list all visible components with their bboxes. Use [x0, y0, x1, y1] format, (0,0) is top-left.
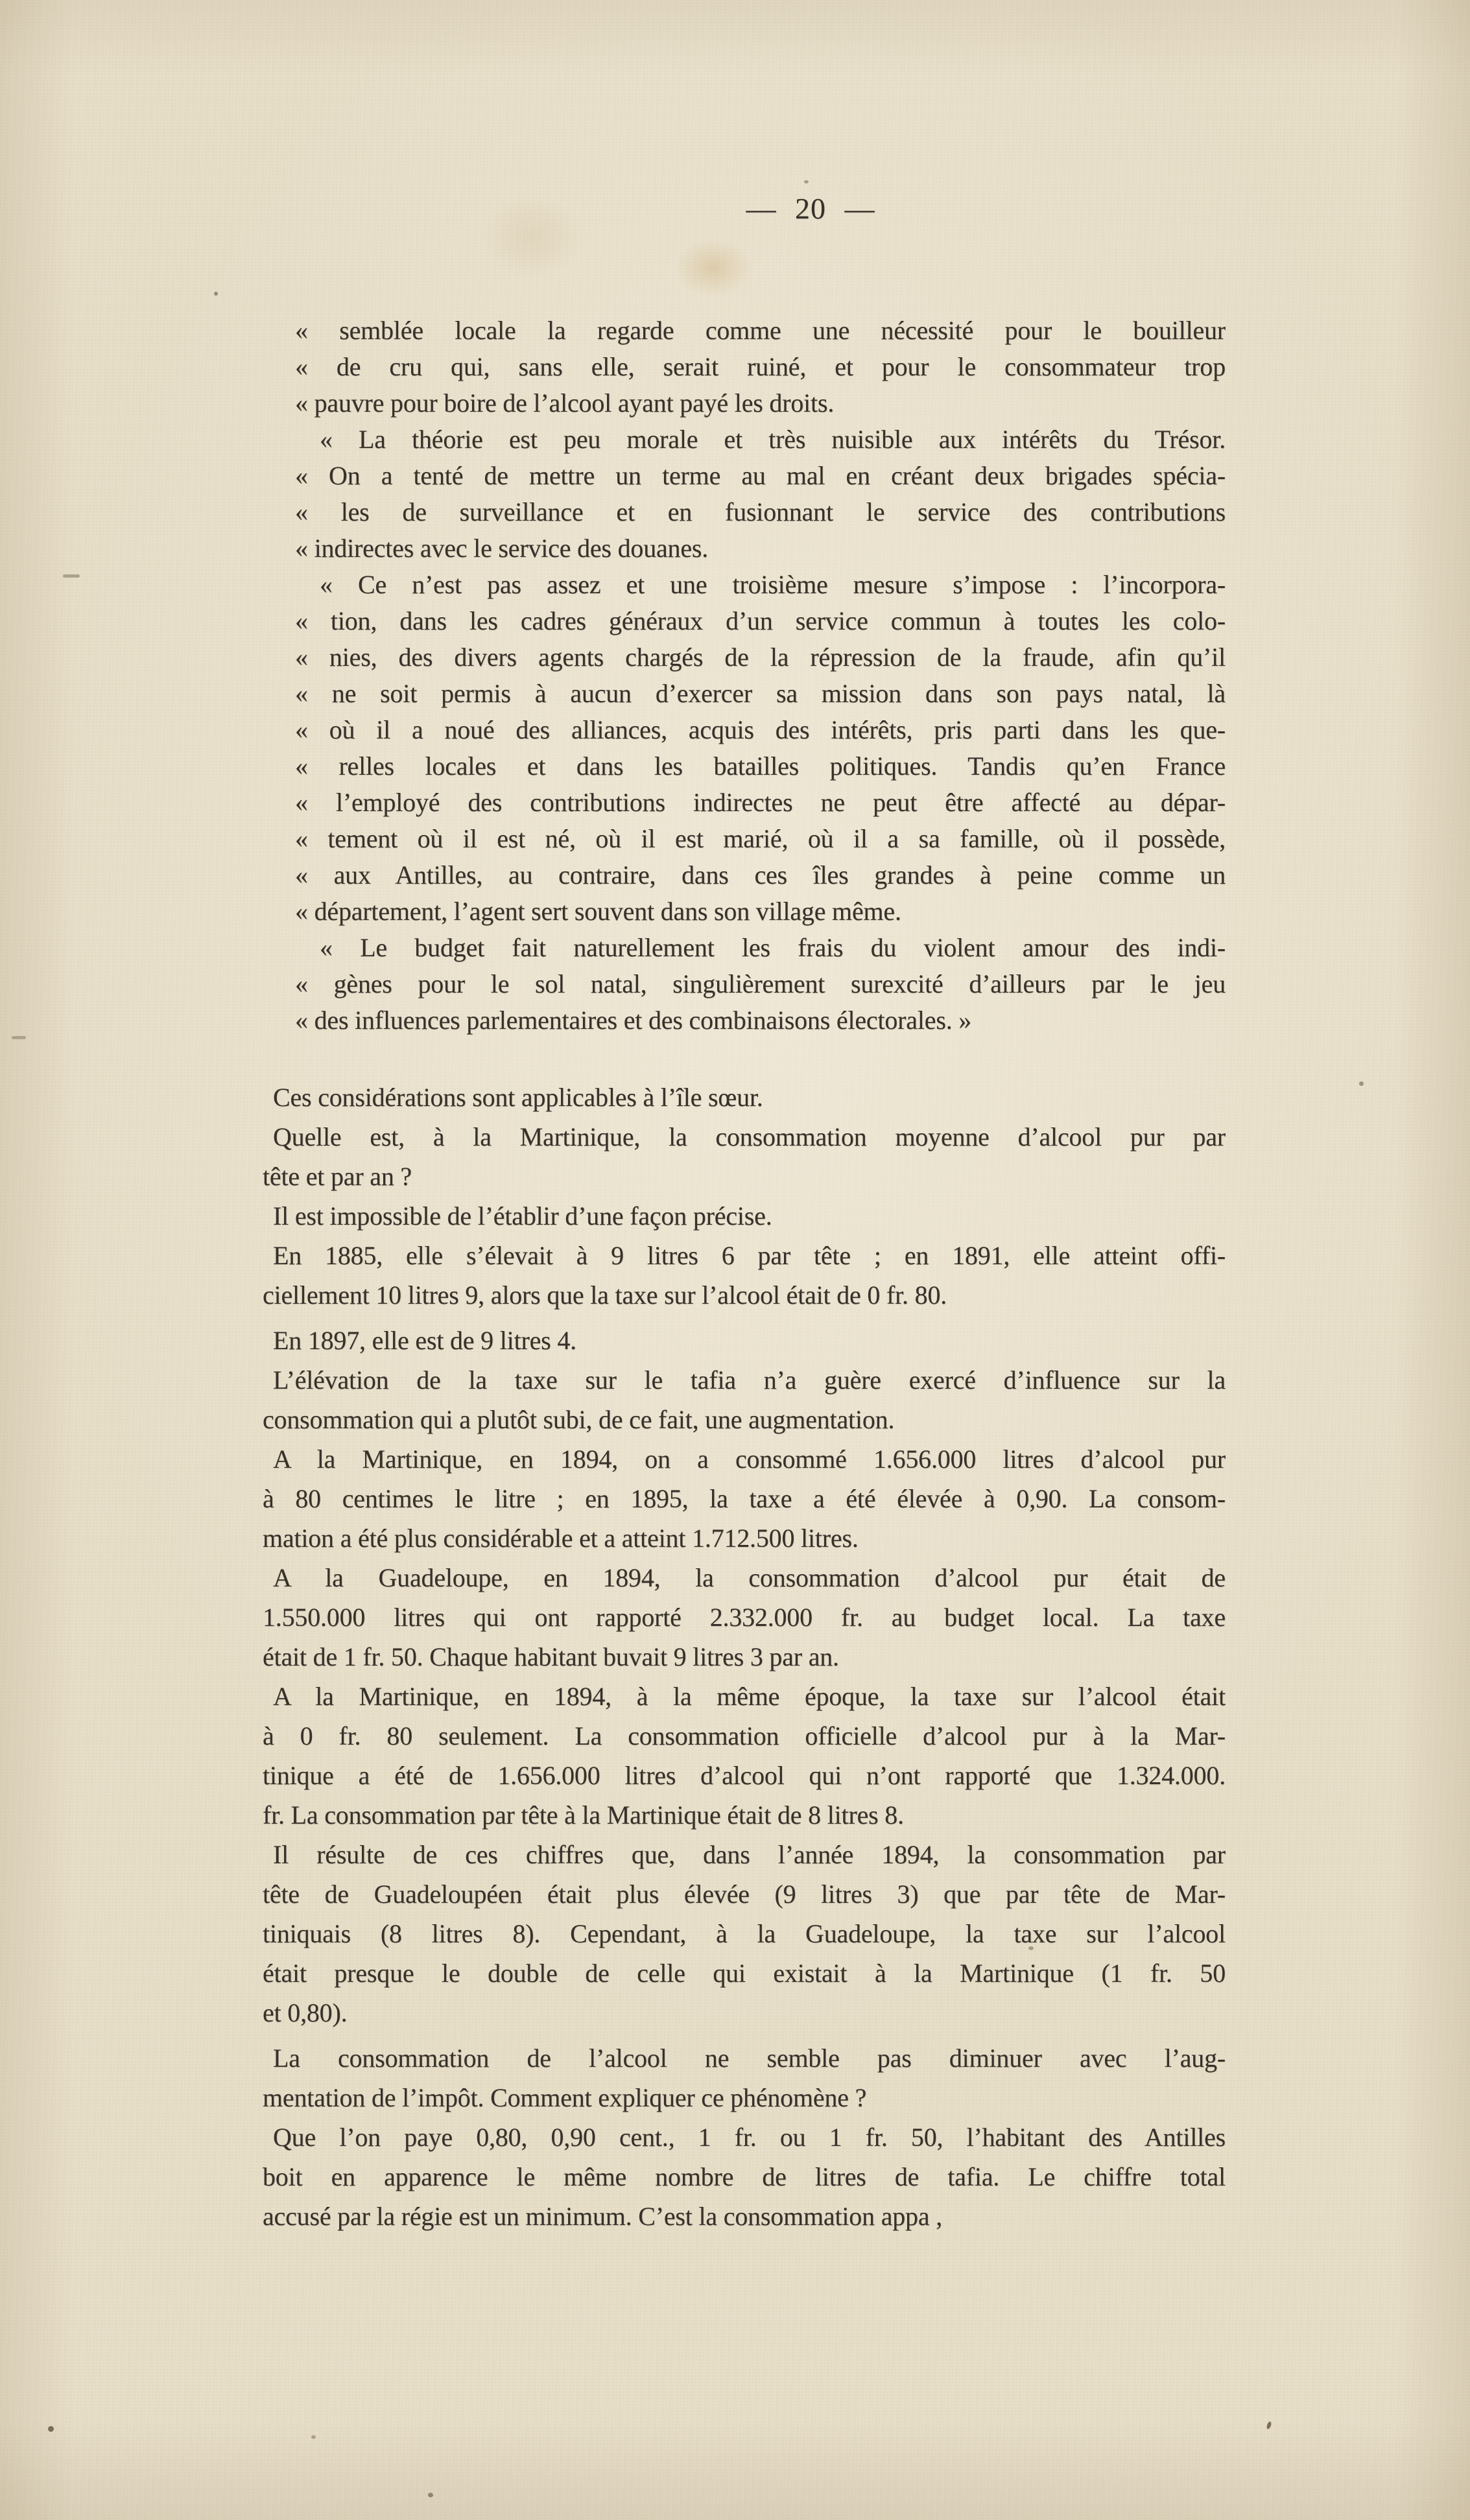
text-line: à 80 centimes le litre ; en 1895, la taxe a été élevée à 0,90. La consom- [263, 1484, 1226, 1513]
page-number: — 20 — [746, 192, 875, 225]
text-line: tête de Guadeloupéen était plus élevée (9 litres 3) que par tête de Mar- [263, 1879, 1226, 1909]
scan-artifact [428, 2493, 433, 2497]
text-line: La consommation de l’alcool ne semble pas diminuer avec l’aug- [273, 2043, 1226, 2073]
text-line: mentation de l’impôt. Comment expliquer ce phénomène ? [263, 2083, 867, 2112]
text-line: « des influences parlementaires et des combinaisons électorales. » [295, 1006, 972, 1035]
quoted-passage [263, 312, 1226, 1039]
body-text [263, 1077, 1226, 2236]
text-line: « relles locales et dans les batailles politiques. Tandis qu’en France [295, 751, 1226, 781]
text-line: tiniquais (8 litres 8). Cependant, à la Guadeloupe, la taxe sur l’alcool [263, 1919, 1226, 1948]
text-line: Quelle est, à la Martinique, la consommation moyenne d’alcool pur par [273, 1122, 1226, 1151]
scan-artifact [63, 574, 80, 578]
text-line: était presque le double de celle qui existait à la Martinique (1 fr. 50 [263, 1959, 1226, 1988]
paper-stain [480, 194, 584, 279]
scan-artifact [1266, 2421, 1272, 2429]
text-line: était de 1 fr. 50. Chaque habitant buvait 9 litres 3 par an. [263, 1642, 839, 1671]
text-line: L’élévation de la taxe sur le tafia n’a guère exercé d’influence sur la [273, 1365, 1226, 1395]
text-line: « tement où il est né, où il est marié, où il a sa famille, où il possède, [295, 824, 1226, 853]
text-line: A la Guadeloupe, en 1894, la consommation d’alcool pur était de [273, 1563, 1226, 1592]
text-line: « ne soit permis à aucun d’exercer sa mission dans son pays natal, là [295, 679, 1226, 708]
scan-artifact [804, 180, 809, 183]
scan-artifact [48, 2426, 54, 2432]
text-line: boit en apparence le même nombre de litres de tafia. Le chiffre total [263, 2162, 1226, 2191]
scan-artifact [12, 1036, 26, 1039]
text-line: « nies, des divers agents chargés de la répression de la fraude, afin qu’il [295, 642, 1226, 672]
text-line: Ces considérations sont applicables à l’île sœur. [273, 1083, 763, 1112]
text-line: En 1897, elle est de 9 litres 4. [273, 1326, 576, 1355]
text-line: « où il a noué des alliances, acquis des intérêts, pris parti dans les que- [295, 715, 1226, 744]
text-line: « La théorie est peu morale et très nuisible aux intérêts du Trésor. [320, 425, 1226, 454]
scan-artifact [1028, 1946, 1034, 1950]
text-line: Il résulte de ces chiffres que, dans l’année 1894, la consommation par [273, 1840, 1226, 1869]
text-line: à 0 fr. 80 seulement. La consommation officielle d’alcool pur à la Mar- [263, 1721, 1226, 1750]
text-line: « tion, dans les cadres généraux d’un service commun à toutes les colo- [295, 606, 1226, 635]
text-line: tête et par an ? [263, 1162, 412, 1191]
text-line: « Ce n’est pas assez et une troisième mesure s’impose : l’incorpora- [320, 570, 1226, 599]
text-line: A la Martinique, en 1894, on a consommé 1.656.000 litres d’alcool pur [273, 1444, 1226, 1474]
text-line: « aux Antilles, au contraire, dans ces îles grandes à peine comme un [295, 860, 1226, 889]
text-line: A la Martinique, en 1894, à la même époque, la taxe sur l’alcool était [273, 1682, 1226, 1711]
paper-stain [674, 239, 752, 297]
text-line: ciellement 10 litres 9, alors que la taxe sur l’alcool était de 0 fr. 80. [263, 1280, 947, 1310]
text-line: « semblée locale la regarde comme une nécessité pour le bouilleur [295, 316, 1226, 345]
scan-artifact [1359, 1081, 1364, 1086]
text-line: et 0,80). [263, 1998, 348, 2027]
text-line: En 1885, elle s’élevait à 9 litres 6 par tête ; en 1891, elle atteint offi- [273, 1241, 1226, 1270]
text-line: « département, l’agent sert souvent dans son village même. [295, 897, 901, 926]
text-line: tinique a été de 1.656.000 litres d’alcool qui n’ont rapporté que 1.324.000. [263, 1761, 1226, 1790]
scan-artifact [311, 2435, 316, 2439]
text-line: « pauvre pour boire de l’alcool ayant payé les droits. [295, 388, 835, 418]
text-line: « On a tenté de mettre un terme au mal en créant deux brigades spécia- [295, 461, 1226, 490]
text-line: « indirectes avec le service des douanes. [295, 534, 709, 563]
text-line: Il est impossible de l’établir d’une façon précise. [273, 1201, 772, 1231]
scan-artifact [214, 292, 218, 296]
text-line: « les de surveillance et en fusionnant le service des contributions [295, 497, 1226, 526]
text-line: fr. La consommation par tête à la Martinique était de 8 litres 8. [263, 1800, 904, 1830]
text-line: 1.550.000 litres qui ont rapporté 2.332.000 fr. au budget local. La taxe [263, 1603, 1226, 1632]
text-line: « l’employé des contributions indirectes ne peut être affecté au dépar- [295, 788, 1226, 817]
text-line: « Le budget fait naturellement les frais du violent amour des indi- [320, 933, 1226, 962]
text-line: consommation qui a plutôt subi, de ce fait, une augmentation. [263, 1405, 895, 1434]
text-line: accusé par la régie est un minimum. C’est la consommation appa , [263, 2202, 943, 2231]
text-line: Que l’on paye 0,80, 0,90 cent., 1 fr. ou 1 fr. 50, l’habitant des Antilles [273, 2123, 1226, 2152]
text-line: mation a été plus considérable et a atteint 1.712.500 litres. [263, 1524, 859, 1553]
text-line: « gènes pour le sol natal, singulièrement surexcité d’ailleurs par le jeu [295, 969, 1226, 998]
text-line: « de cru qui, sans elle, serait ruiné, et pour le consommateur trop [295, 352, 1226, 381]
